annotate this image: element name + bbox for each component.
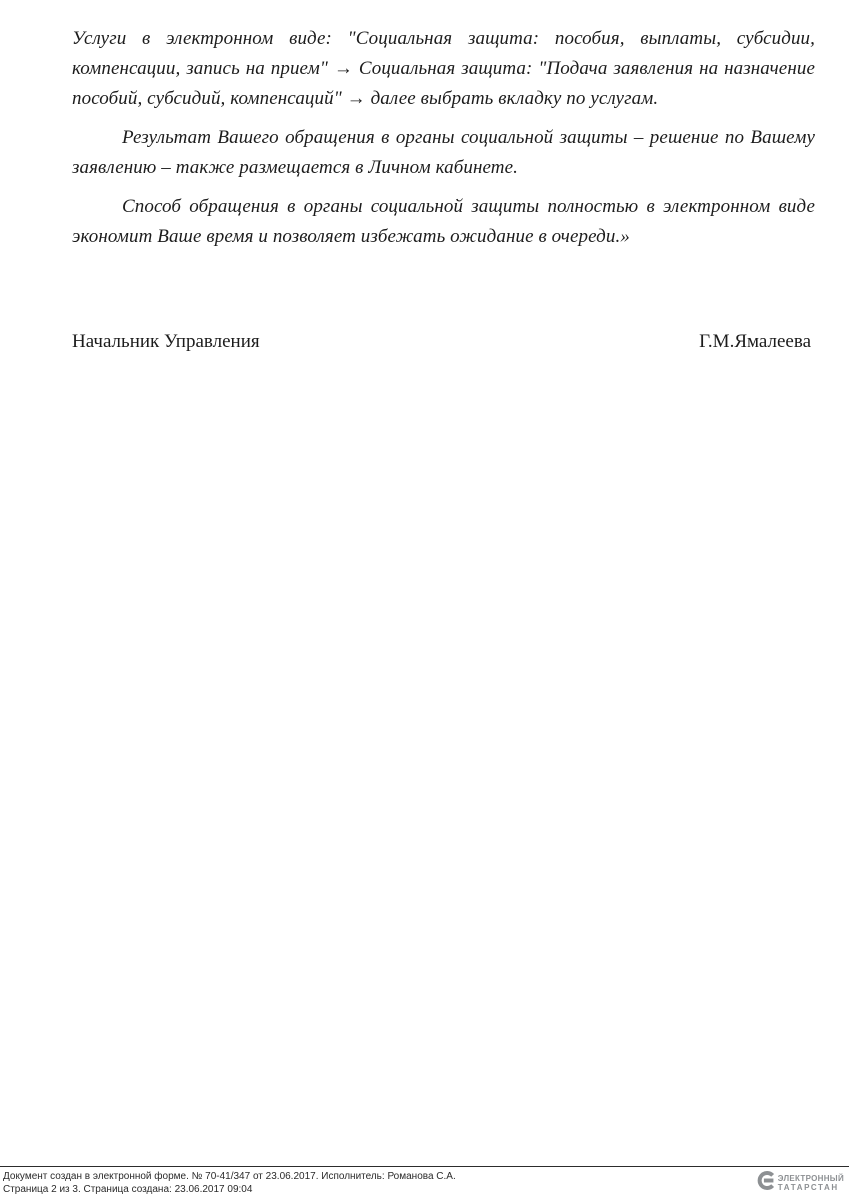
signature-title: Начальник Управления (72, 331, 260, 352)
signature-name: Г.М.Ямалеева (699, 331, 811, 352)
signature-row (72, 330, 811, 354)
footer-meta (3, 1170, 456, 1196)
footer-document-info: Документ создан в электронной форме. № 70-41/347 от 23.06.2017. Исполнитель: Романова С.А. (3, 1171, 456, 1182)
footer (0, 1166, 849, 1200)
paragraph-method: Способ обращения в органы социальной защиты полностью в электронном виде экономит Ваше время и позволяет избежать ожидание в очереди.» (72, 196, 815, 247)
paragraph-result: Результат Вашего обращения в органы социальной защиты – решение по Вашему заявлению – также размещается в Личном кабинете. (72, 127, 815, 178)
paragraph-services: Услуги в электронном виде: "Социальная защита: пособия, выплаты, субсидии, компенсации, запись на прием" → Социальная защита: "Подача заявления на назначение пособий, субсидий, компенсаций" → далее выбрать вкладку по услугам. (72, 28, 815, 109)
logo-line-1: ЭЛЕКТРОННЫЙ (777, 1174, 844, 1183)
electronic-tatarstan-logo-icon (756, 1171, 775, 1195)
logo-text (778, 1174, 844, 1192)
footer-page-info: Страница 2 из 3. Страница создана: 23.06.2017 09:04 (3, 1184, 253, 1195)
logo-line-2: ТАТАРСТАН (777, 1183, 839, 1192)
body-text (72, 24, 815, 261)
electronic-tatarstan-logo (756, 1171, 844, 1195)
